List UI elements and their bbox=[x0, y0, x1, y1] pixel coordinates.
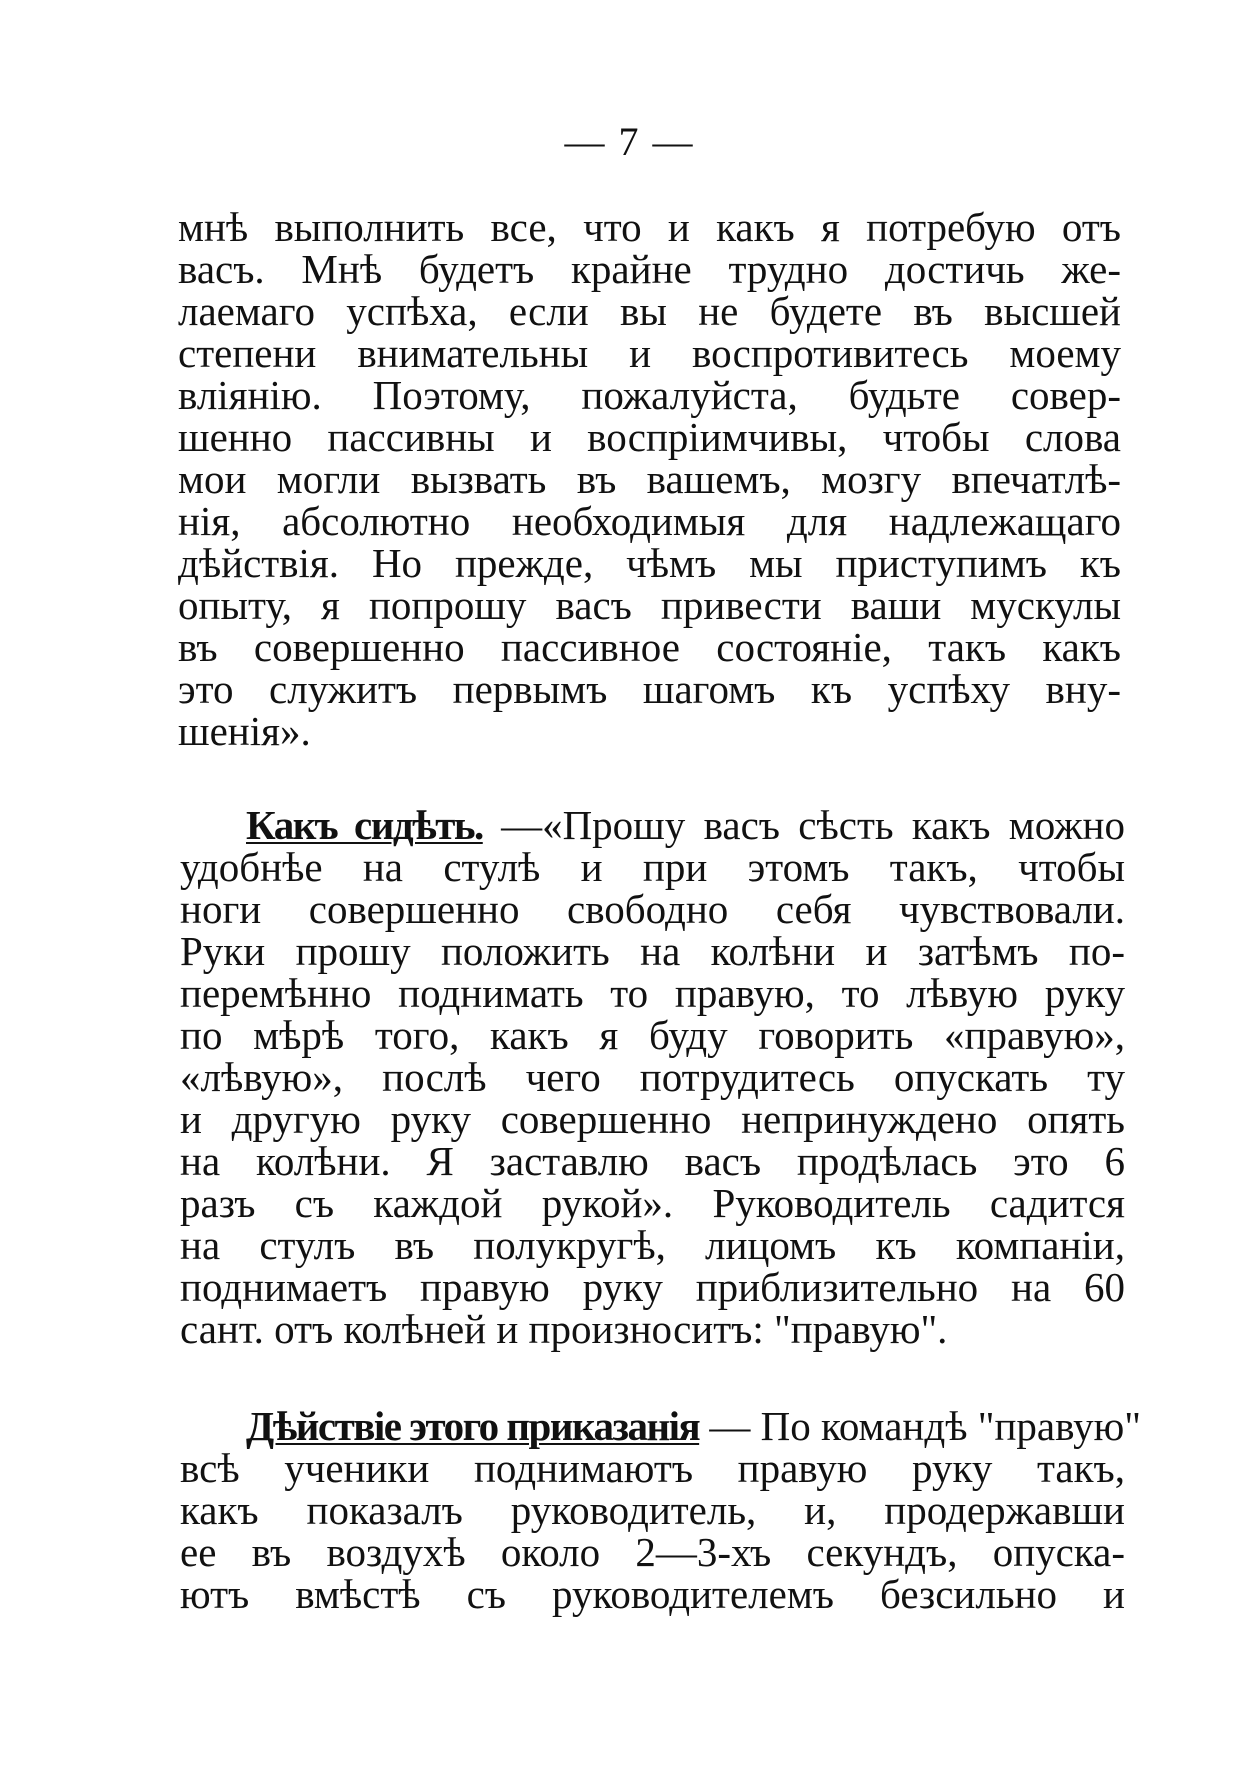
text-line: Руки прошу положить на колѣни и затѣмъ по- bbox=[180, 928, 1125, 974]
section-heading-effect-of-command: Дѣйствіе этого приказанія bbox=[246, 1403, 700, 1449]
paragraph-3 bbox=[180, 1403, 1141, 1617]
text-line: шенія». bbox=[178, 708, 311, 754]
text-line: опыту, я попрошу васъ привести ваши мускулы bbox=[178, 582, 1121, 628]
text-line: на колѣни. Я заставлю васъ продѣлась это 6 bbox=[180, 1138, 1125, 1184]
text-line: шенно пассивны и воспріимчивы, чтобы слова bbox=[178, 414, 1121, 460]
paragraph-first-line bbox=[180, 1403, 1141, 1449]
text-line: ноги совершенно свободно себя чувствовали. bbox=[180, 886, 1125, 932]
text-line: сант. отъ колѣней и произноситъ: "правую". bbox=[180, 1306, 948, 1352]
text-line: это служитъ первымъ шагомъ къ успѣху вну- bbox=[178, 666, 1121, 712]
section-heading-how-to-sit: Какъ сидѣть. bbox=[246, 802, 483, 848]
text-line: лаемаго успѣха, если вы не будете въ высшей bbox=[178, 288, 1121, 334]
text-line: ютъ вмѣстѣ съ руководителемъ безсильно и bbox=[180, 1571, 1125, 1617]
text-line: васъ. Мнѣ будетъ крайне трудно достичь же- bbox=[178, 246, 1121, 292]
text-line: поднимаетъ правую руку приблизительно на 60 bbox=[180, 1264, 1125, 1310]
paragraph-1 bbox=[178, 206, 1121, 752]
paragraph-2 bbox=[180, 804, 1125, 1350]
text-line: по мѣрѣ того, какъ я буду говорить «правую», bbox=[180, 1012, 1125, 1058]
page-number: — 7 — bbox=[564, 119, 695, 164]
text-line: дѣйствія. Но прежде, чѣмъ мы приступимъ къ bbox=[178, 540, 1121, 586]
text-line: мои могли вызвать въ вашемъ, мозгу впечатлѣ- bbox=[178, 456, 1121, 502]
text-line: мнѣ выполнить все, что и какъ я потребую отъ bbox=[178, 204, 1121, 250]
text-line: и другую руку совершенно непринуждено опять bbox=[180, 1096, 1125, 1142]
text-line: удобнѣе на стулѣ и при этомъ такъ, чтобы bbox=[180, 844, 1125, 890]
text-line: ее въ воздухѣ около 2—3-хъ секундъ, опуска- bbox=[180, 1529, 1125, 1575]
paragraph-first-line bbox=[180, 804, 1125, 846]
text-line: нія, абсолютно необходимыя для надлежащаго bbox=[178, 498, 1121, 544]
text-line: «лѣвую», послѣ чего потрудитесь опускать ту bbox=[180, 1054, 1125, 1100]
text-line: на стулъ въ полукругѣ, лицомъ къ компаніи, bbox=[180, 1222, 1125, 1268]
text-line: какъ показалъ руководитель, и, продержавши bbox=[180, 1487, 1125, 1533]
text-line: степени внимательны и воспротивитесь моему bbox=[178, 330, 1121, 376]
text-line: перемѣнно поднимать то правую, то лѣвую руку bbox=[180, 970, 1125, 1016]
text-line: всѣ ученики поднимаютъ правую руку такъ, bbox=[180, 1445, 1125, 1491]
text-run: — По командѣ "правую" bbox=[699, 1403, 1141, 1449]
text-line: вліянію. Поэтому, пожалуйста, будьте совер- bbox=[178, 372, 1121, 418]
text-line: разъ съ каждой рукой». Руководитель садится bbox=[180, 1180, 1125, 1226]
text-line: въ совершенно пассивное состояніе, такъ какъ bbox=[178, 624, 1121, 670]
text-run: —«Прошу васъ сѣсть какъ можно bbox=[482, 802, 1125, 848]
